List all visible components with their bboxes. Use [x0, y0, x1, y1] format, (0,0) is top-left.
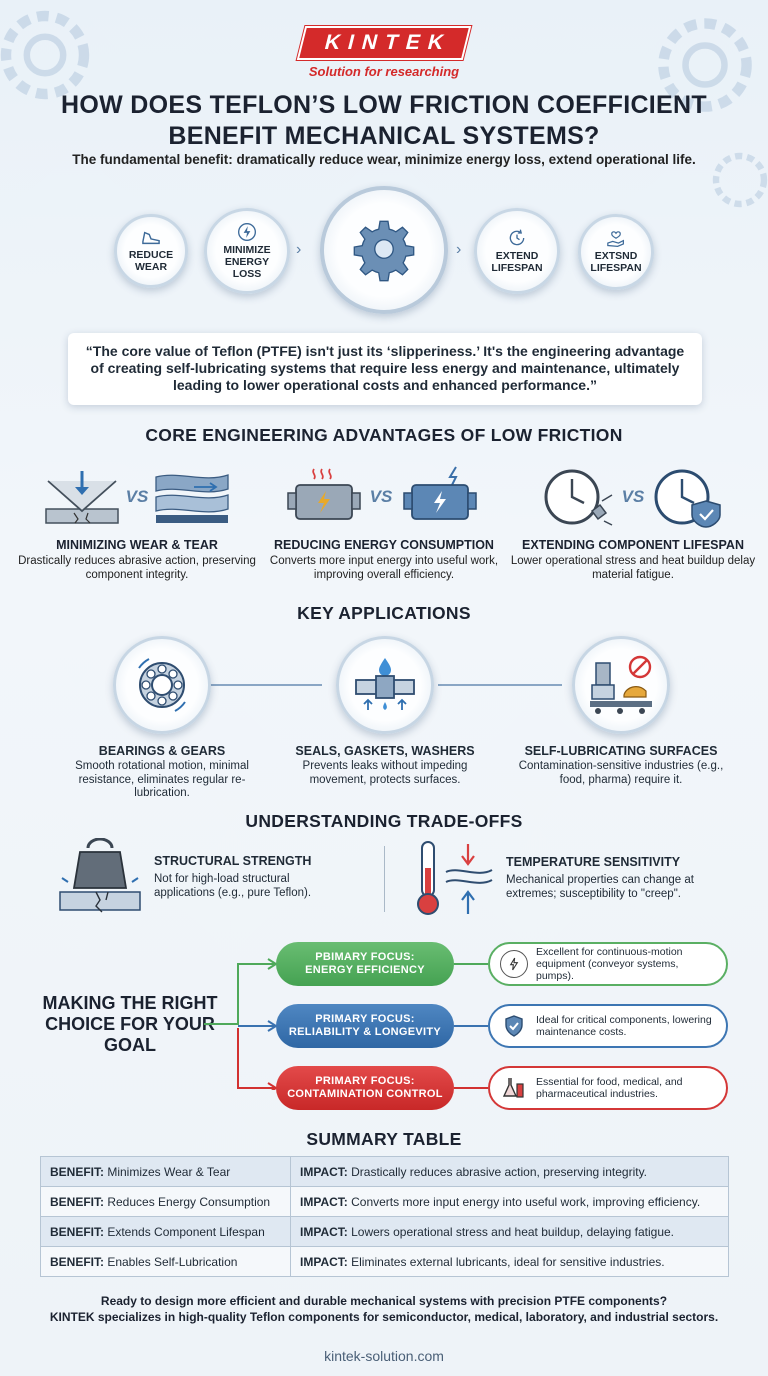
- impact-label: IMPACT:: [300, 1254, 348, 1269]
- outcome-reliability: [488, 1004, 728, 1048]
- shield-check-icon: [500, 1012, 528, 1040]
- application-title: BEARINGS & GEARS: [98, 744, 226, 758]
- focus-energy-efficiency[interactable]: [276, 942, 454, 986]
- broken-clock-icon: [542, 465, 616, 529]
- impact-text: Converts more input energy into useful work, improving efficiency.: [347, 1194, 701, 1209]
- shoe-icon: [140, 229, 162, 247]
- vs-label: VS: [621, 487, 645, 506]
- wedge-crack-icon: [44, 467, 120, 527]
- table-row: [41, 1217, 729, 1247]
- tradeoffs-heading: UNDERSTANDING TRADE-OFFS: [245, 811, 523, 831]
- hot-engine-icon: [284, 465, 364, 529]
- advantage-title: REDUCING ENERGY CONSUMPTION: [274, 538, 494, 552]
- cta-line: KINTEK specializes in high-quality Teflon components for semiconductor, medical, laboratory, and industrial sectors.: [49, 1310, 719, 1324]
- application-bubble: [336, 636, 434, 734]
- page-subtitle: The fundamental benefit: dramatically reduce wear, minimize energy loss, extend operational life.: [72, 152, 696, 167]
- outcome-text: Excellent for continuous-motion equipment (conveyor systems, pumps).: [536, 946, 683, 982]
- impact-label: IMPACT:: [300, 1164, 348, 1179]
- application-bubble: [572, 636, 670, 734]
- benefit-cell: [41, 1247, 291, 1277]
- impact-text: Eliminates external lubricants, ideal for sensitive industries.: [347, 1254, 665, 1269]
- flow-item-reduce-wear: [114, 214, 188, 288]
- flow-label: EXTEND LIFESPAN: [491, 250, 543, 274]
- choice-title: MAKING THE RIGHT CHOICE FOR YOUR GOAL: [42, 993, 218, 1055]
- cta-line: Ready to design more efficient and durable mechanical systems with precision PTFE components?: [100, 1294, 668, 1308]
- impact-text: Lowers operational stress and heat buildup, delaying fatigue.: [347, 1224, 674, 1239]
- arrow-right-icon: ›: [296, 241, 302, 258]
- flow-label: MINIMIZE ENERGY LOSS: [223, 244, 271, 280]
- impact-cell: [291, 1157, 729, 1187]
- lab-flask-icon: [500, 1074, 528, 1102]
- food-processing-icon: [586, 653, 656, 717]
- advantage-desc: Converts more input energy into useful work, improving overall efficiency.: [269, 555, 499, 581]
- tagline: Solution for researching: [308, 64, 460, 79]
- application-seals: [275, 636, 495, 787]
- advantage-wear: [12, 462, 262, 582]
- focus-value: RELIABILITY & LONGEVITY: [288, 1026, 442, 1038]
- application-title: SELF-LUBRICATING SURFACES: [524, 744, 718, 758]
- application-desc: Prevents leaks without impeding movement, protects surfaces.: [302, 760, 468, 786]
- summary-table: [40, 1156, 729, 1277]
- advantage-energy: [259, 462, 509, 582]
- outcome-contamination: [488, 1066, 728, 1110]
- impact-cell: [291, 1187, 729, 1217]
- pipe-seal-icon: [352, 652, 418, 718]
- application-bubble: [113, 636, 211, 734]
- table-row: [41, 1247, 729, 1277]
- smooth-layers-icon: [154, 467, 230, 527]
- arrow-right-icon: ›: [456, 241, 462, 258]
- flow-item-minimize-energy: [204, 208, 290, 294]
- benefit-text: Extends Component Lifespan: [104, 1224, 265, 1239]
- tradeoff-title: STRUCTURAL STRENGTH: [154, 854, 312, 868]
- benefit-label: BENEFIT:: [50, 1164, 104, 1179]
- branch-arrows: [200, 950, 280, 1090]
- advantage-lifespan: [508, 462, 758, 582]
- vs-label: VS: [369, 487, 393, 506]
- benefit-text: Enables Self-Lubrication: [104, 1254, 238, 1269]
- connector-line: [454, 1025, 488, 1027]
- tradeoff-text: [506, 855, 716, 901]
- logo-text: KINTEK: [322, 31, 455, 54]
- kintek-logo[interactable]: [297, 26, 472, 60]
- outcome-text: Essential for food, medical, and pharmaceutical industries.: [536, 1076, 683, 1100]
- benefit-text: Reduces Energy Consumption: [104, 1194, 271, 1209]
- advantage-desc: Lower operational stress and heat buildup delay material fatigue.: [510, 555, 756, 581]
- bearing-icon: [131, 654, 193, 716]
- advantage-desc: Drastically reduces abrasive action, preserving component integrity.: [18, 555, 256, 581]
- table-row: [41, 1187, 729, 1217]
- advantage-icons: [12, 462, 262, 532]
- footer-link[interactable]: kintek-solution.com: [324, 1348, 444, 1364]
- call-to-action: [10, 1293, 758, 1325]
- flow-item-center-gear: [320, 186, 448, 314]
- hand-heart-icon: [606, 230, 626, 248]
- application-desc: Smooth rotational motion, minimal resistance, eliminates regular re-lubrication.: [75, 760, 249, 799]
- advantage-icons: [259, 462, 509, 532]
- focus-label: PRIMARY FOCUS:: [315, 1075, 415, 1087]
- impact-label: IMPACT:: [300, 1224, 348, 1239]
- benefit-flow: [0, 186, 768, 316]
- tradeoff-temperature: [410, 838, 716, 918]
- thermometer-icon: [410, 838, 494, 918]
- application-desc: Contamination-sensitive industries (e.g., food, pharma) require it.: [518, 760, 724, 786]
- focus-label: PBIMARY FOCUS:: [315, 951, 415, 963]
- advantages-heading: CORE ENGINEERING ADVANTAGES OF LOW FRICTION: [145, 425, 623, 445]
- divider: [384, 846, 385, 912]
- flow-label: REDUCE WEAR: [128, 249, 174, 273]
- application-bearings: [52, 636, 272, 801]
- application-title: SEALS, GASKETS, WASHERS: [295, 744, 475, 758]
- flow-item-extsnd-lifespan: [578, 214, 654, 290]
- refresh-clock-icon: [507, 228, 527, 248]
- lightning-icon: [500, 950, 528, 978]
- tradeoff-desc: Not for high-load structural applications (e.g., pure Teflon).: [154, 873, 312, 899]
- tradeoff-desc: Mechanical properties can change at extremes; susceptibility to "creep".: [506, 874, 694, 900]
- tradeoff-text: [154, 854, 334, 900]
- outcome-energy: [488, 942, 728, 986]
- benefit-text: Minimizes Wear & Tear: [104, 1164, 231, 1179]
- impact-cell: [291, 1217, 729, 1247]
- summary-heading: SUMMARY TABLE: [306, 1129, 462, 1149]
- lightning-icon: [237, 222, 257, 242]
- connector-line: [454, 1087, 488, 1089]
- advantage-icons: [508, 462, 758, 532]
- benefit-label: BENEFIT:: [50, 1224, 104, 1239]
- benefit-cell: [41, 1157, 291, 1187]
- core-value-quote: “The core value of Teflon (PTFE) isn't just its ‘slipperiness.’ It's the engineering advantage of creating self-lubricating systems that require less energy and maintenance, ultimately leading to lower operational costs and enhanced performance.”: [68, 333, 702, 405]
- benefit-cell: [41, 1217, 291, 1247]
- application-self-lubricating: [511, 636, 731, 787]
- protected-clock-icon: [650, 465, 724, 529]
- page-title: HOW DOES TEFLON’S LOW FRICTION COEFFICIENT BENEFIT MECHANICAL SYSTEMS?: [61, 91, 707, 150]
- advantage-title: MINIMIZING WEAR & TEAR: [56, 538, 218, 552]
- benefit-label: BENEFIT:: [50, 1194, 104, 1209]
- impact-label: IMPACT:: [300, 1194, 348, 1209]
- impact-text: Drastically reduces abrasive action, preserving integrity.: [347, 1164, 648, 1179]
- advantage-title: EXTENDING COMPONENT LIFESPAN: [521, 538, 744, 552]
- efficient-engine-icon: [398, 465, 484, 529]
- focus-reliability[interactable]: [276, 1004, 454, 1048]
- tradeoff-structural: [58, 838, 334, 916]
- applications-heading: KEY APPLICATIONS: [297, 603, 471, 623]
- focus-label: PRIMARY FOCUS:: [315, 1013, 415, 1025]
- weight-crack-icon: [58, 838, 142, 916]
- flow-label: EXTSND LIFESPAN: [590, 250, 642, 274]
- focus-value: ENERGY EFFICIENCY: [305, 964, 425, 976]
- tradeoff-title: TEMPERATURE SENSITIVITY: [506, 855, 681, 869]
- benefit-cell: [41, 1187, 291, 1217]
- table-row: [41, 1157, 729, 1187]
- connector-line: [454, 963, 488, 965]
- focus-contamination[interactable]: [276, 1066, 454, 1110]
- focus-value: CONTAMINATION CONTROL: [287, 1088, 443, 1100]
- gear-icon: [351, 216, 417, 282]
- impact-cell: [291, 1247, 729, 1277]
- brand-header: [0, 26, 768, 79]
- benefit-label: BENEFIT:: [50, 1254, 104, 1269]
- outcome-text: Ideal for critical components, lowering maintenance costs.: [536, 1014, 712, 1038]
- vs-label: VS: [125, 487, 149, 506]
- flow-item-extend-lifespan: [474, 208, 560, 294]
